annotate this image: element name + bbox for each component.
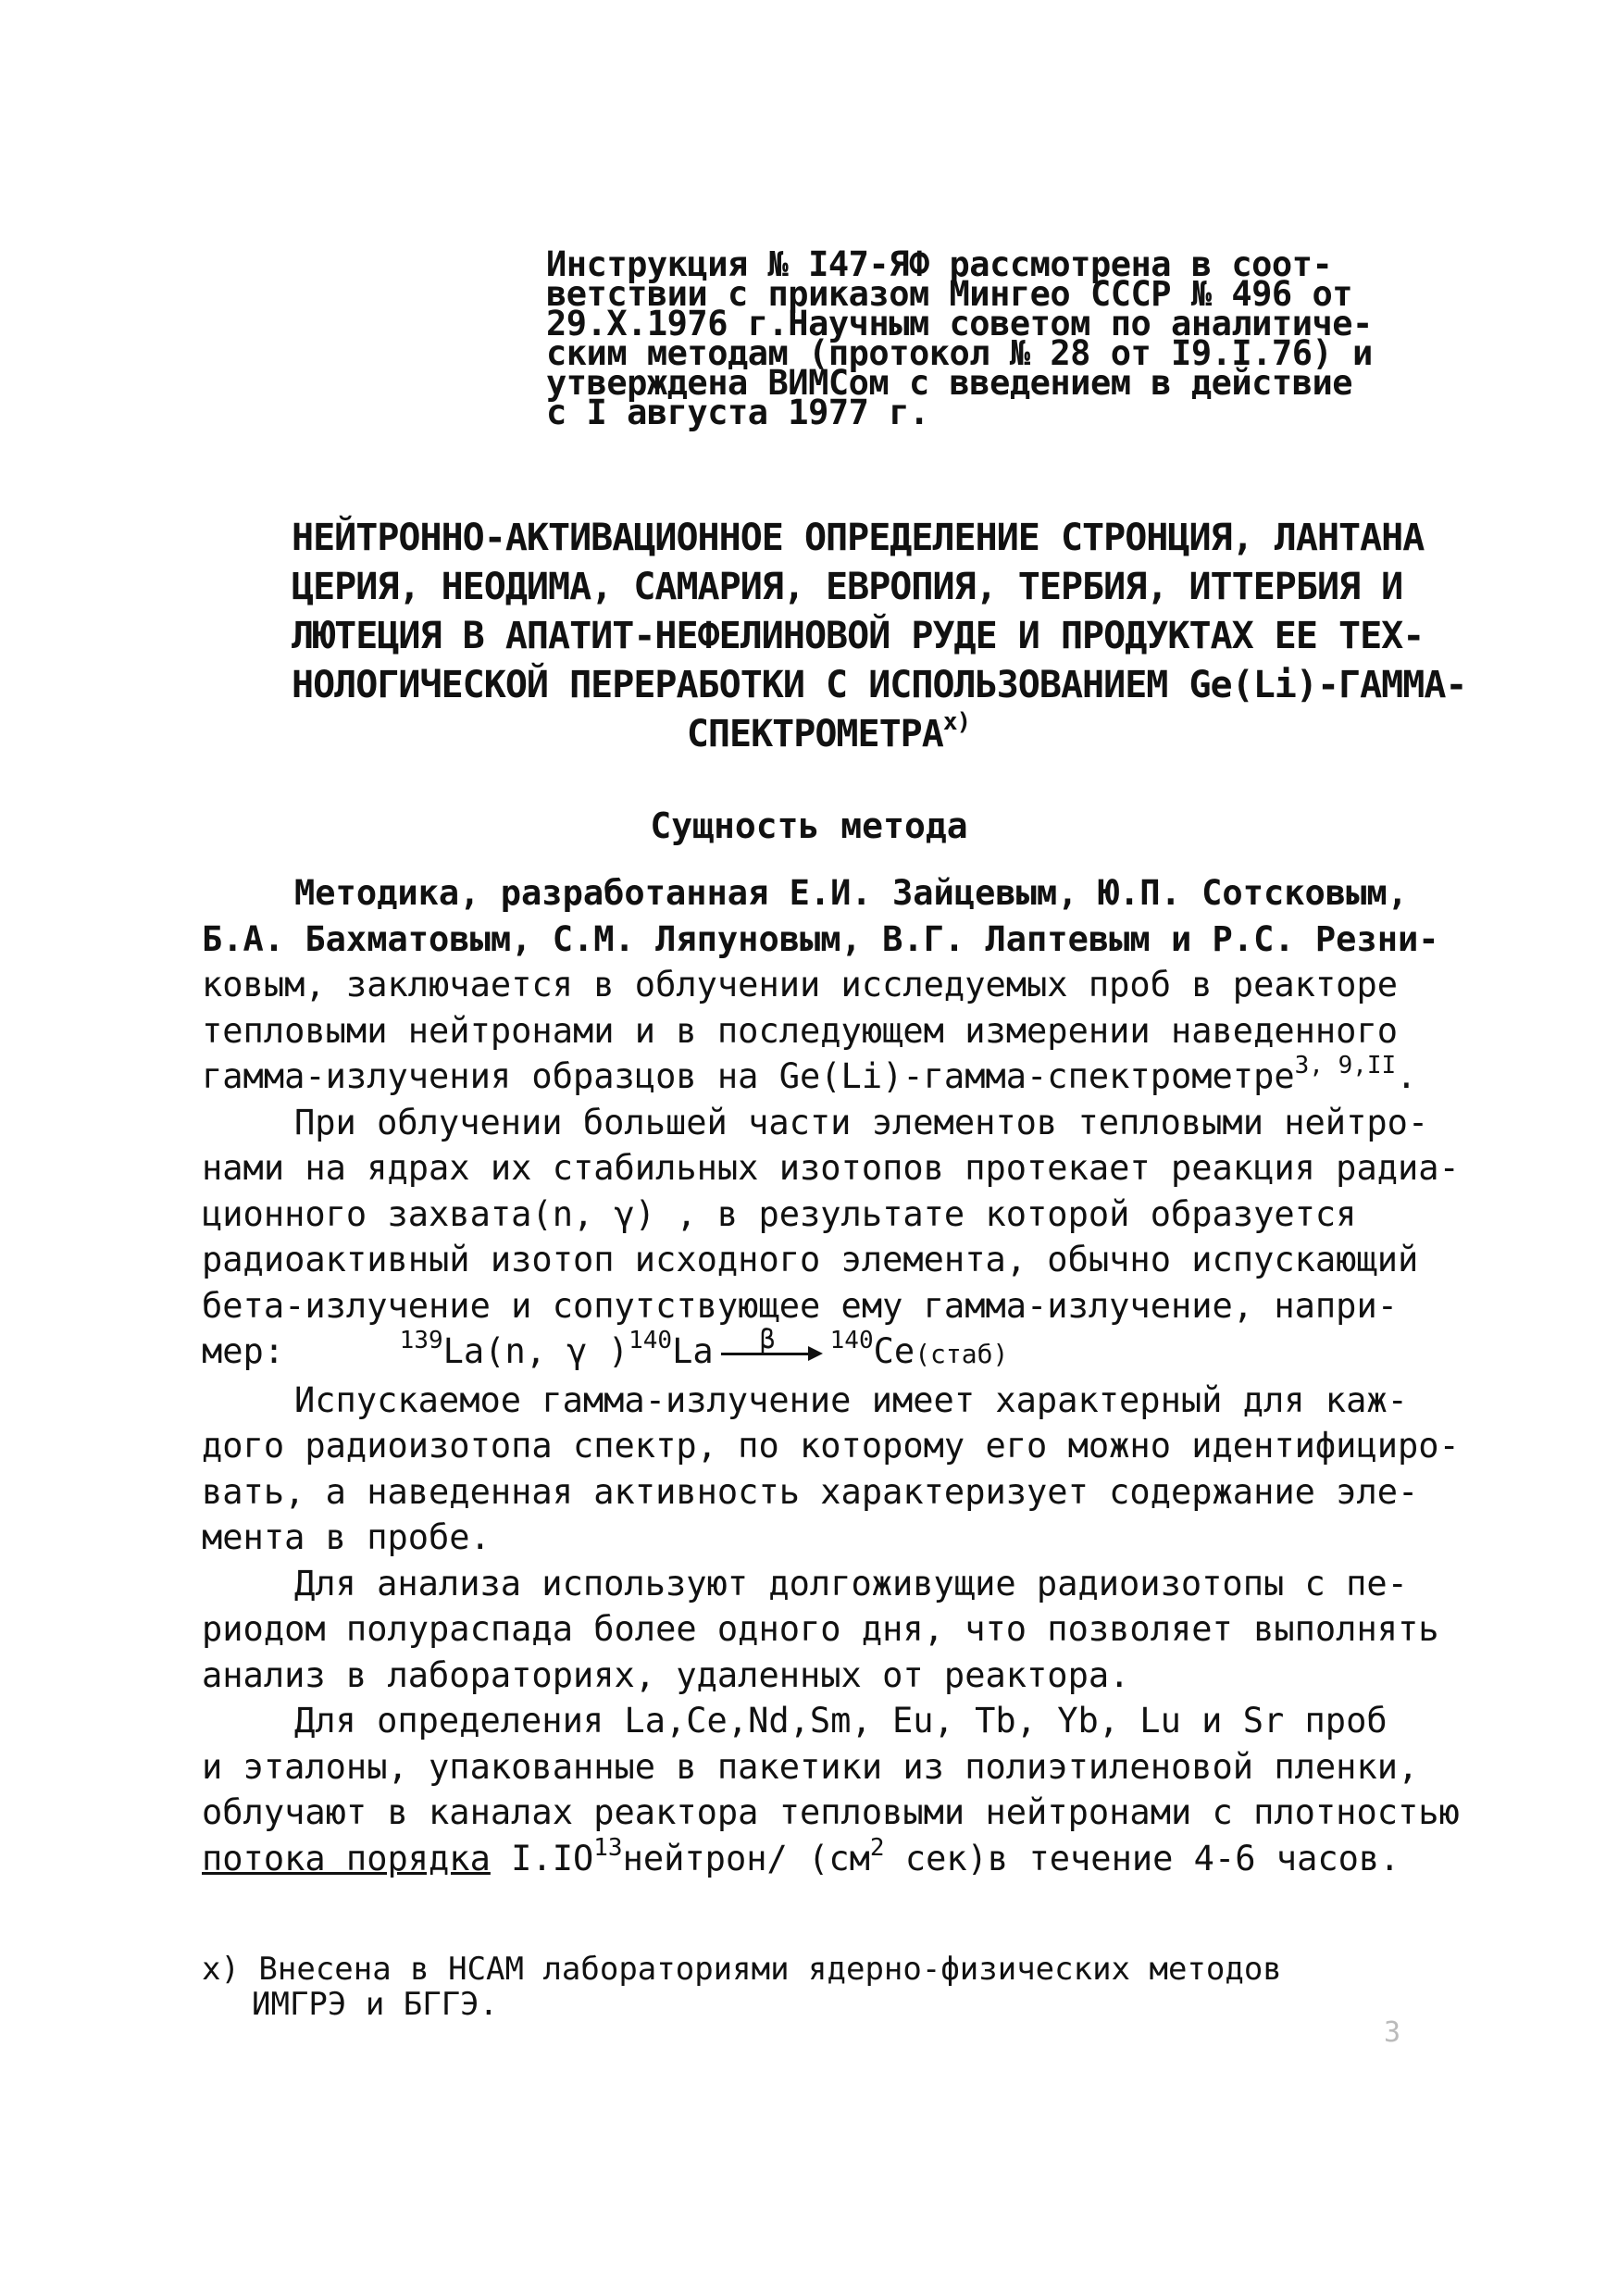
title-line: НЕЙТРОННО-АКТИВАЦИОННОЕ ОПРЕДЕЛЕНИЕ СТРОНЦИЯ, ЛАНТАНА [292,517,1425,559]
line-text: нейтрон/ (см [622,1838,870,1878]
paragraph-line: ковым, заключается в облучении исследуемых проб в реакторе [202,965,1399,1004]
paragraph-line: радиоактивный изотоп исходного элемента, обычно испускающий [202,1240,1419,1279]
paragraph-line: При облучении большей части элементов тепловыми нейтро- [294,1102,1429,1142]
mass-number: 140 [829,1327,874,1354]
title-line: ЦЕРИЯ, НЕОДИМА, САМАРИЯ, ЕВРОПИЯ, ТЕРБИЯ, ИТТЕРБИЯ И [292,566,1403,608]
line-text: сек)в течение 4-6 часов. [884,1838,1400,1878]
body-text [202,870,1460,1881]
title-footnote-mark: х) [942,708,971,736]
approval-line: ским методам (протокол № 28 от I9.I.76) и [546,333,1373,373]
paragraph-line: Для анализа используют долгоживущие радиоизотопы с пе- [294,1563,1408,1603]
paragraph-line: Б.А. Бахматовым, С.М. Ляпуновым, В.Г. Лаптевым и Р.С. Резни- [202,918,1439,959]
paragraph-line: дого радиоизотопа спектр, по которому его можно идентифициро- [202,1426,1460,1466]
approval-line: ветствии с приказом Мингео СССР № 496 от [546,274,1353,314]
section-heading: Сущность метода [650,805,968,846]
reference-numbers: 3, 9,II [1294,1052,1397,1079]
line-text: гамма-излучения образцов на Ge(Li)-гамма-спектрометре [202,1056,1295,1096]
paragraph-line: риодом полураспада более одного дня, что позволяет выполнять [202,1609,1439,1649]
paragraph-line: мента в пробе. [202,1517,491,1557]
formula-prefix: мер: [202,1331,285,1371]
decay-arrow-icon [721,1323,823,1363]
formula-part: La [672,1331,714,1371]
title-line: НОЛОГИЧЕСКОЙ ПЕРЕРАБОТКИ С ИСПОЛЬЗОВАНИЕМ Ge(Li)-ГАММА- [292,664,1467,706]
reaction-formula [202,1323,1405,1378]
line-end: . [1396,1056,1417,1096]
arrow-label: β [759,1323,776,1354]
underlined-text: потока порядка [202,1838,491,1878]
footnote-line: х) Внесена в НСАМ лабораториями ядерно-физических методов [202,1951,1282,1988]
paragraph-line: бета-излучение и сопутствующее ему гамма-излучение, напри- [202,1285,1399,1326]
formula-subscript: (стаб) [915,1339,1009,1369]
approval-line: с I августа 1977 г. [546,393,929,432]
line-text: I.IO [490,1838,594,1878]
footnote [202,1952,1405,2022]
document-title [292,514,1467,759]
paragraph-line: Для определения La,Ce,Nd,Sm, Eu, Tb, Yb, Lu и Sr проб [294,1701,1388,1741]
paragraph-line: нами на ядрах их стабильных изотопов протекает реакция радиа- [202,1148,1460,1188]
exponent: 2 [869,1833,885,1862]
paragraph-line: анализ в лабораториях, удаленных от реактора. [202,1654,1130,1695]
paragraph-line: ционного захвата(n, γ) , в результате которой образуется [202,1193,1357,1234]
paragraph-line [202,1052,1417,1100]
paragraph-line: Методика, разработанная Е.И. Зайцевым, Ю.П. Сотсковым, [294,873,1408,913]
paragraph-line: вать, а наведенная активность характеризует содержание эле- [202,1471,1419,1512]
formula-part: Ce [873,1331,915,1371]
formula-part: La(n, γ ) [442,1331,629,1371]
paragraph-line: тепловыми нейтронами и в последующем измерении наведенного [202,1010,1399,1051]
paragraph-line [202,1833,1405,1882]
title-line-last [292,710,1365,759]
page-number: 3 [1384,2016,1401,2049]
exponent: 13 [593,1833,623,1862]
paragraph-line: облучают в каналах реактора тепловыми нейтронами с плотностью [202,1792,1460,1832]
mass-number: 140 [629,1327,673,1354]
footnote-line: ИМГРЭ и БГГЭ. [252,1986,499,2023]
title-last-text: СПЕКТРОМЕТРА [686,713,943,755]
paragraph-line: Испускаемое гамма-излучение имеет характерный для каж- [294,1379,1408,1420]
approval-line: утверждена ВИМСом с введением в действие [546,363,1353,403]
mass-number: 139 [399,1327,443,1354]
paragraph-line: и эталоны, упакованные в пакетики из полиэтиленовой пленки, [202,1746,1419,1787]
approval-line: Инструкция № I47-ЯФ рассмотрена в соот- [546,244,1333,284]
title-line: ЛЮТЕЦИЯ В АПАТИТ-НЕФЕЛИНОВОЙ РУДЕ И ПРОДУКТАХ ЕЕ ТЕХ- [292,615,1425,657]
approval-line: 29.Х.1976 г.Научным советом по аналитиче- [546,304,1373,343]
approval-note [546,244,1379,432]
